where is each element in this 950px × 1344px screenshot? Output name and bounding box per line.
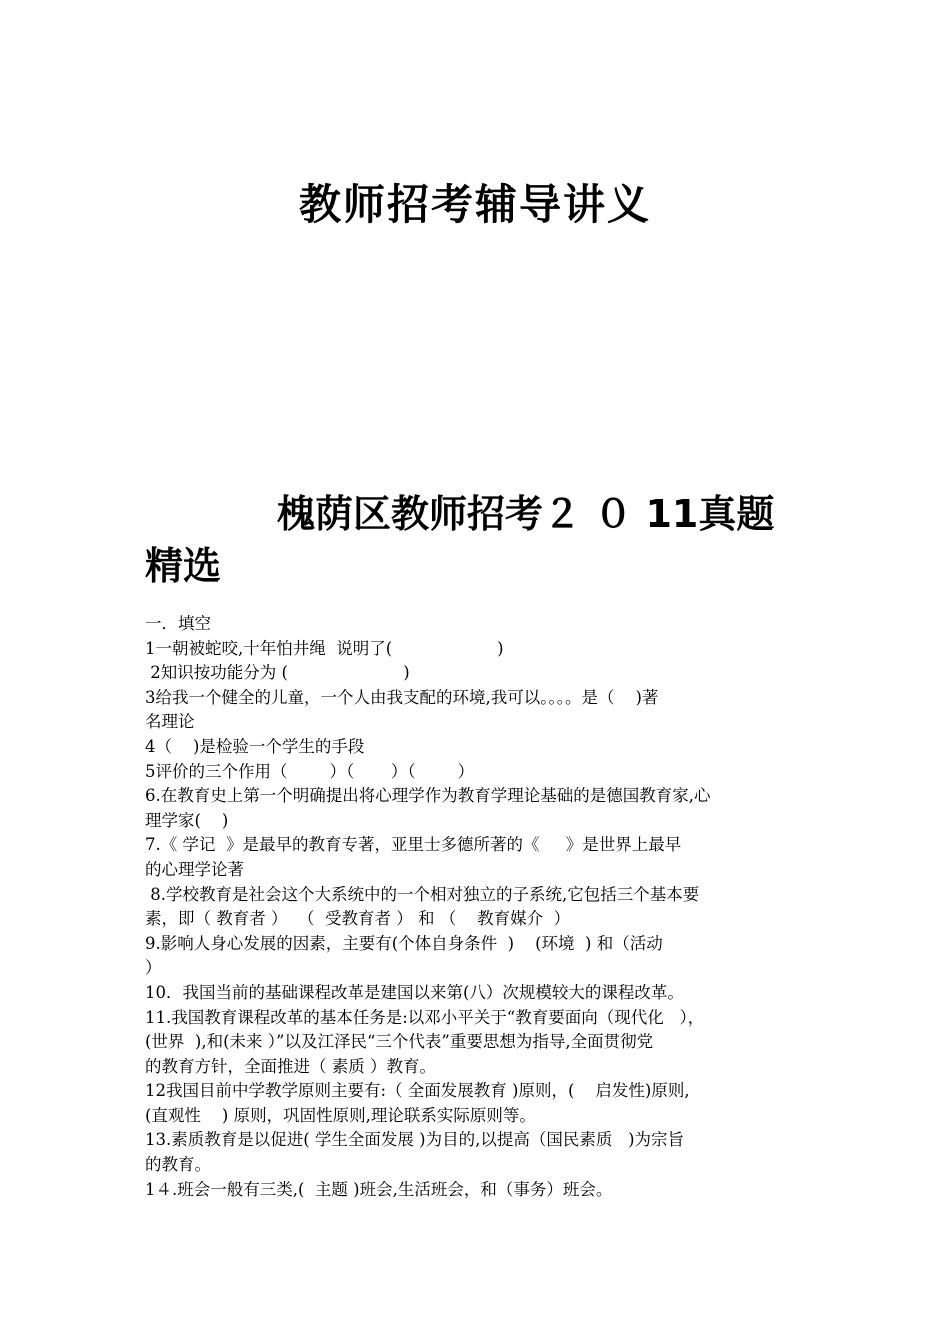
text-line: (直观性 ) 原则，巩固性原则,理论联系实际原则等。: [145, 1105, 536, 1125]
text-line: 12我国目前中学教学原则主要有:（ 全面发展教育 )原则，( 启发性)原则,: [145, 1081, 690, 1101]
text-line: 名理论: [145, 712, 195, 732]
text-line: 1一朝被蛇咬,十年怕井绳 说明了( ): [145, 638, 504, 658]
text-line: 4（ )是检验一个学生的手段: [145, 736, 365, 756]
text-line: 素，即（ 教育者 ） （ 受教育者 ） 和 （ 教育媒介 ）: [145, 909, 571, 929]
text-line: 11.我国教育课程改革的基本任务是:以邓小平关于“教育要面向（现代化 ），: [145, 1007, 705, 1027]
document-title: 教师招考辅导讲义: [298, 180, 651, 229]
text-line: 的教育。: [145, 1155, 211, 1175]
text-line: 9.影响人身心发展的因素，主要有(个体自身条件 ) (环境 ) 和（活动: [145, 933, 663, 953]
text-line: 6.在教育史上第一个明确提出将心理学作为教育学理论基础的是德国教育家,心: [145, 786, 711, 806]
text-line: 7.《 学记 》是最早的教育专著，亚里士多德所著的《 》是世界上最早: [145, 835, 682, 855]
text-line: 10．我国当前的基础课程改革是建国以来第(八）次规模较大的课程改革。: [145, 982, 684, 1002]
text-line: 5评价的三个作用（ ）（ ）（ ）: [145, 761, 475, 781]
text-line: 3给我一个健全的儿童，一个人由我支配的环境,我可以。。。。是（ )著: [145, 687, 659, 707]
text-line: 8.学校教育是社会这个大系统中的一个相对独立的子系统,它包括三个基本要: [145, 884, 700, 904]
text-line: (世界 ),和(未来 ）”以及江泽民“三个代表”重要思想为指导,全面贯彻党: [145, 1032, 654, 1052]
text-line: 1４.班会一般有三类,( 主题 )班会,生活班会，和（事务）班会。: [145, 1179, 613, 1199]
question-list: [145, 612, 810, 1202]
text-line: 的心理学论著: [145, 859, 244, 879]
text-line: 的教育方针，全面推进（ 素质 ）教育。: [145, 1056, 436, 1076]
text-line: 2知识按功能分为 ( ): [145, 663, 410, 683]
section-title: [145, 488, 825, 592]
text-line: ）: [145, 958, 162, 978]
text-line: 13.素质教育是以促进( 学生全面发展 )为目的,以提高（国民素质 )为宗旨: [145, 1130, 685, 1150]
text-line: 理学家( ): [145, 810, 229, 830]
text-line: 一．填空: [145, 614, 211, 633]
section-title-line-1: 槐荫区教师招考２ ０ 11真题: [277, 492, 775, 536]
section-title-line-2: 精选: [145, 544, 222, 588]
